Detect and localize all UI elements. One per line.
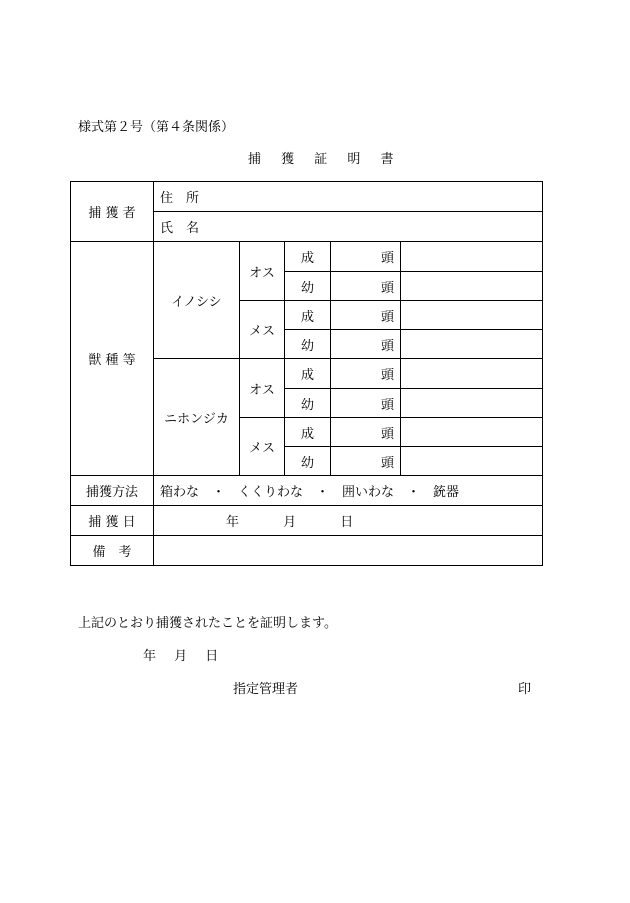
sex-female: メス [240, 301, 285, 359]
age-juvenile: 幼 [285, 330, 331, 359]
name-field[interactable] [154, 212, 543, 242]
certificate-table [70, 181, 543, 566]
count-field[interactable] [401, 242, 543, 272]
count-field[interactable] [401, 447, 543, 476]
age-juvenile: 幼 [285, 389, 331, 418]
document-title: 捕 獲 証 明 書 [248, 152, 402, 167]
count-field[interactable] [401, 359, 543, 389]
remarks-row [71, 536, 543, 566]
head-unit: 頭 [331, 418, 401, 447]
head-unit: 頭 [331, 389, 401, 418]
count-field[interactable] [401, 301, 543, 330]
head-unit: 頭 [331, 242, 401, 272]
capturer-label: 捕 獲 者 [71, 182, 154, 242]
capture-date-label: 捕 獲 日 [71, 506, 154, 536]
count-field[interactable] [401, 389, 543, 418]
head-unit: 頭 [331, 359, 401, 389]
name-label: 氏 名 [160, 221, 200, 236]
remarks-field[interactable] [154, 536, 543, 566]
method-options[interactable]: 箱わな ・ くくりわな ・ 囲いわな ・ 銃器 [154, 476, 543, 506]
head-unit: 頭 [331, 447, 401, 476]
form-number: 様式第２号（第４条関係） [78, 120, 235, 135]
capture-date-field[interactable]: 年 月 日 [154, 506, 543, 536]
remarks-label: 備 考 [71, 536, 154, 566]
animal-type-label: 獣 種 等 [71, 242, 154, 476]
age-adult: 成 [285, 359, 331, 389]
age-adult: 成 [285, 418, 331, 447]
count-field[interactable] [401, 330, 543, 359]
seal-mark: 印 [518, 682, 532, 697]
sex-male: オス [240, 359, 285, 418]
age-juvenile: 幼 [285, 447, 331, 476]
sex-female: メス [240, 418, 285, 476]
date-row [71, 506, 543, 536]
head-unit: 頭 [331, 301, 401, 330]
species-sika-deer: ニホンジカ [154, 359, 240, 476]
address-label: 住 所 [160, 191, 200, 206]
age-adult: 成 [285, 242, 331, 272]
count-field[interactable] [401, 418, 543, 447]
method-row [71, 476, 543, 506]
animal-row [71, 242, 543, 272]
certification-statement: 上記のとおり捕獲されたことを証明します。 [78, 616, 337, 631]
certification-date[interactable]: 年 月 日 [143, 649, 219, 664]
address-row [71, 182, 543, 212]
age-juvenile: 幼 [285, 272, 331, 301]
species-boar: イノシシ [154, 242, 240, 359]
method-label: 捕獲方法 [71, 476, 154, 506]
sex-male: オス [240, 242, 285, 301]
age-adult: 成 [285, 301, 331, 330]
head-unit: 頭 [331, 330, 401, 359]
designated-manager-label: 指定管理者 [233, 682, 299, 697]
head-unit: 頭 [331, 272, 401, 301]
count-field[interactable] [401, 272, 543, 301]
address-field[interactable] [154, 182, 543, 212]
